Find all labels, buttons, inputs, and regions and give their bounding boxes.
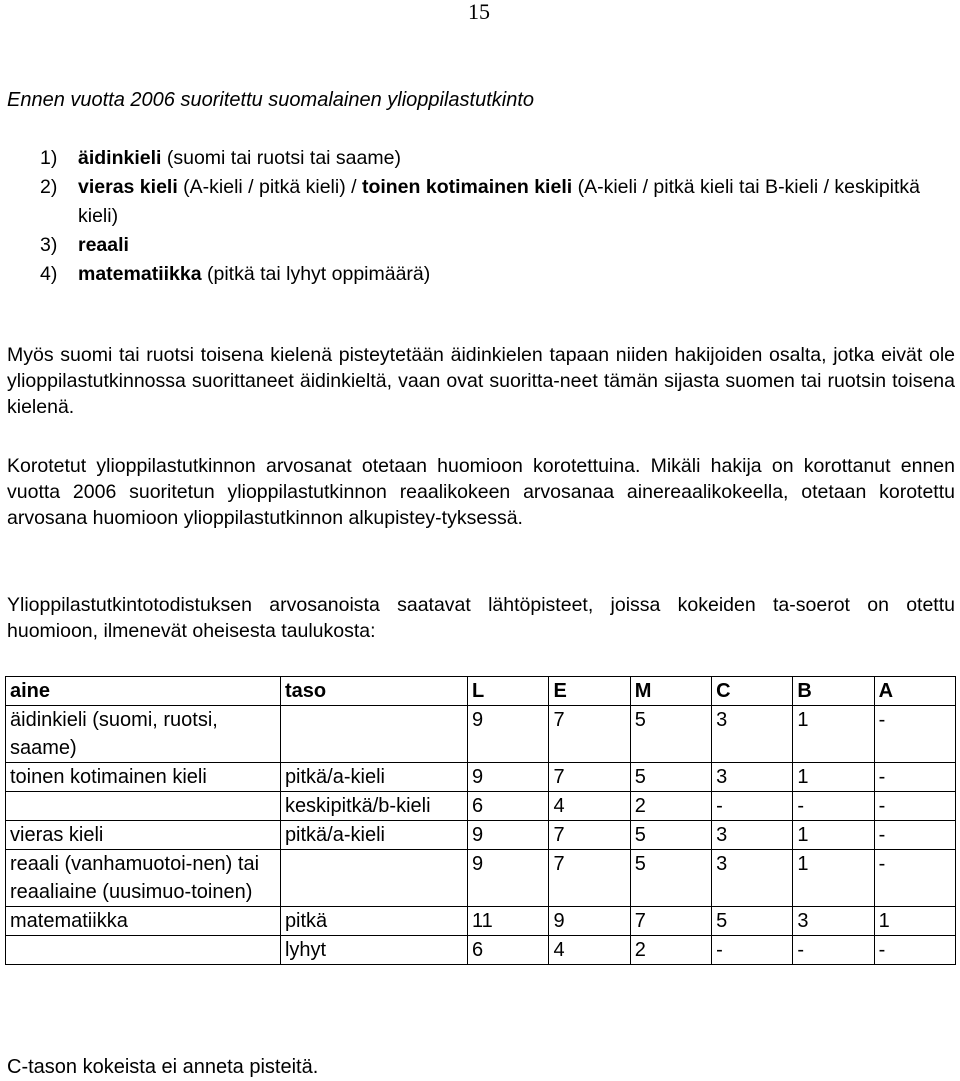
cell-aine: äidinkieli (suomi, ruotsi, saame) [6,706,281,763]
header-cell: B [793,677,874,706]
table-row [6,936,956,965]
cell-taso: lyhyt [280,936,467,965]
cell-grade: - [874,792,955,821]
cell-grade: - [874,706,955,763]
cell-grade: - [874,763,955,792]
subject-name: vieras kieli [78,176,178,198]
cell-grade: - [874,821,955,850]
cell-taso: pitkä/a-kieli [280,821,467,850]
table-header-row [6,677,956,706]
paragraph-raised-grades: Korotetut ylioppilastutkinnon arvosanat otetaan huomioon korotettuina. Mikäli hakija on korottanut ennen vuotta 2006 suoritetun ylioppilastutkinnon reaalikokeen arvosanaa ainereaalikokeella, otetaan korotettu arvosana huomioon ylioppilastutkinnon alkupistey-tyksessä. [7,455,955,529]
header-cell: taso [280,677,467,706]
list-item [40,144,955,173]
header-cell: L [467,677,548,706]
subject-name: äidinkieli [78,147,162,169]
header-cell: aine [6,677,281,706]
cell-grade: 3 [793,907,874,936]
cell-grade: 5 [630,763,711,792]
cell-aine: toinen kotimainen kieli [6,763,281,792]
cell-aine [6,936,281,965]
cell-grade: 9 [467,763,548,792]
subject-detail: (suomi tai ruotsi tai saame) [161,147,401,169]
table-row [6,763,956,792]
cell-grade: 11 [467,907,548,936]
cell-grade: 2 [630,936,711,965]
subject-detail: (pitkä tai lyhyt oppimäärä) [201,263,431,285]
cell-aine: vieras kieli [6,821,281,850]
cell-grade: - [793,936,874,965]
table-row [6,821,956,850]
list-number: 4) [40,263,58,285]
subject-detail: (A-kieli / pitkä kieli) / [177,176,362,198]
cell-grade: 7 [549,850,630,907]
subject-detail-2: (A-kieli / pitkä kieli tai B-kieli / keskipitkä kieli) [78,176,921,227]
list-item [40,173,955,231]
subject-name: matematiikka [78,263,202,285]
page-number: 15 [468,0,490,24]
cell-aine [6,792,281,821]
header-cell: E [549,677,630,706]
list-text [78,144,955,173]
cell-grade: 7 [630,907,711,936]
cell-grade: 1 [793,706,874,763]
cell-taso: keskipitkä/b-kieli [280,792,467,821]
subject-name-2: toinen kotimainen kieli [361,176,573,198]
cell-grade: 9 [467,850,548,907]
cell-grade: 7 [549,821,630,850]
cell-taso [280,850,467,907]
header-cell: C [712,677,793,706]
list-item [40,231,955,260]
paragraph-table-intro: Ylioppilastutkintotodistuksen arvosanoista saatavat lähtöpisteet, joissa kokeiden ta-soerot on otettu huomioon, ilmenevät oheisesta taulukosta: [7,594,955,642]
cell-grade: 1 [793,850,874,907]
cell-aine: reaali (vanhamuotoi-nen) tai reaaliaine (uusimuo-toinen) [6,850,281,907]
list-number: 1) [40,147,58,169]
cell-grade: 5 [630,706,711,763]
header-cell: M [630,677,711,706]
cell-grade: 6 [467,792,548,821]
list-number: 3) [40,234,58,256]
cell-grade: 9 [549,907,630,936]
table-row [6,850,956,907]
exam-subject-list [40,144,955,289]
cell-aine: matematiikka [6,907,281,936]
table-row [6,907,956,936]
cell-grade: 5 [630,821,711,850]
cell-grade: 4 [549,792,630,821]
cell-taso: pitkä [280,907,467,936]
list-item [40,260,955,289]
cell-taso: pitkä/a-kieli [280,763,467,792]
list-number: 2) [40,176,58,198]
points-table [5,676,956,965]
cell-grade: 1 [874,907,955,936]
table-row [6,706,956,763]
cell-grade: 1 [793,763,874,792]
cell-taso [280,706,467,763]
cell-grade: 3 [712,850,793,907]
list-text [78,231,955,260]
cell-grade: 3 [712,821,793,850]
section-heading: Ennen vuotta 2006 suoritettu suomalainen ylioppilastutkinto [7,89,535,111]
cell-grade: 3 [712,706,793,763]
cell-grade: 1 [793,821,874,850]
cell-grade: 9 [467,821,548,850]
list-text [78,260,955,289]
cell-grade: 6 [467,936,548,965]
table-row [6,792,956,821]
cell-grade: - [874,936,955,965]
subject-name: reaali [78,234,129,256]
cell-grade: 2 [630,792,711,821]
cell-grade: 5 [712,907,793,936]
footer-note: C-tason kokeista ei anneta pisteitä. [7,1056,319,1078]
cell-grade: 7 [549,706,630,763]
cell-grade: 5 [630,850,711,907]
cell-grade: 4 [549,936,630,965]
cell-grade: - [712,936,793,965]
header-cell: A [874,677,955,706]
cell-grade: - [874,850,955,907]
cell-grade: 3 [712,763,793,792]
cell-grade: - [712,792,793,821]
cell-grade: 7 [549,763,630,792]
paragraph-second-language: Myös suomi tai ruotsi toisena kielenä pisteytetään äidinkielen tapaan niiden hakijoiden osalta, jotka eivät ole ylioppilastutkinnossa suorittaneet äidinkieltä, vaan ovat suoritta-neet tämän sijasta suomen tai ruotsin toisena kielenä. [7,344,955,418]
list-text [78,173,955,231]
cell-grade: - [793,792,874,821]
cell-grade: 9 [467,706,548,763]
